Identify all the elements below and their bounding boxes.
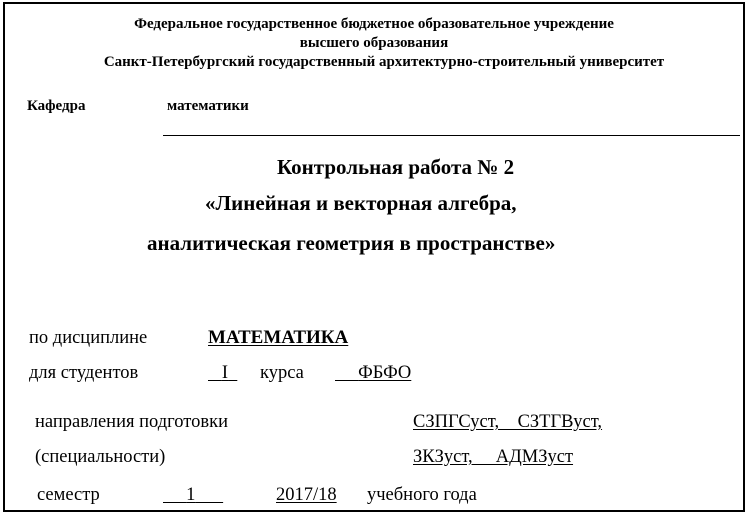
institution-line-2: высшего образования	[299, 35, 449, 51]
work-subtitle-line-2: аналитическая геометрия в пространстве»	[147, 231, 556, 255]
discipline-label: по дисциплине	[29, 328, 148, 348]
work-subtitle-line-1: «Линейная и векторная алгебра,	[205, 191, 517, 215]
faculty-value: ФБФО	[358, 363, 412, 383]
specialty-value: ЗКЗуст, АДМЗуст	[413, 447, 574, 467]
students-label: для студентов	[29, 363, 139, 383]
course-label: курса	[260, 363, 304, 383]
direction-value: СЗПГСуст, СЗТГВуст,	[413, 412, 603, 432]
academic-year-label: учебного года	[367, 485, 477, 505]
discipline-value: МАТЕМАТИКА	[208, 327, 349, 348]
academic-year-value: 2017/18	[276, 485, 337, 505]
department-label: Кафедра	[27, 98, 86, 114]
work-title: Контрольная работа № 2	[277, 155, 515, 179]
department-value: математики	[167, 98, 249, 114]
title-page	[3, 2, 745, 512]
course-value: I	[221, 363, 229, 383]
department-underline	[163, 135, 740, 136]
institution-line-1: Федеральное государственное бюджетное образовательное учреждение	[134, 16, 614, 32]
specialty-label: (специальности)	[35, 447, 166, 467]
direction-label: направления подготовки	[35, 412, 228, 432]
institution-line-3: Санкт-Петербургский государственный архитектурно-строительный университет	[103, 54, 665, 70]
semester-label: семестр	[37, 485, 100, 505]
semester-value: 1	[186, 485, 196, 505]
